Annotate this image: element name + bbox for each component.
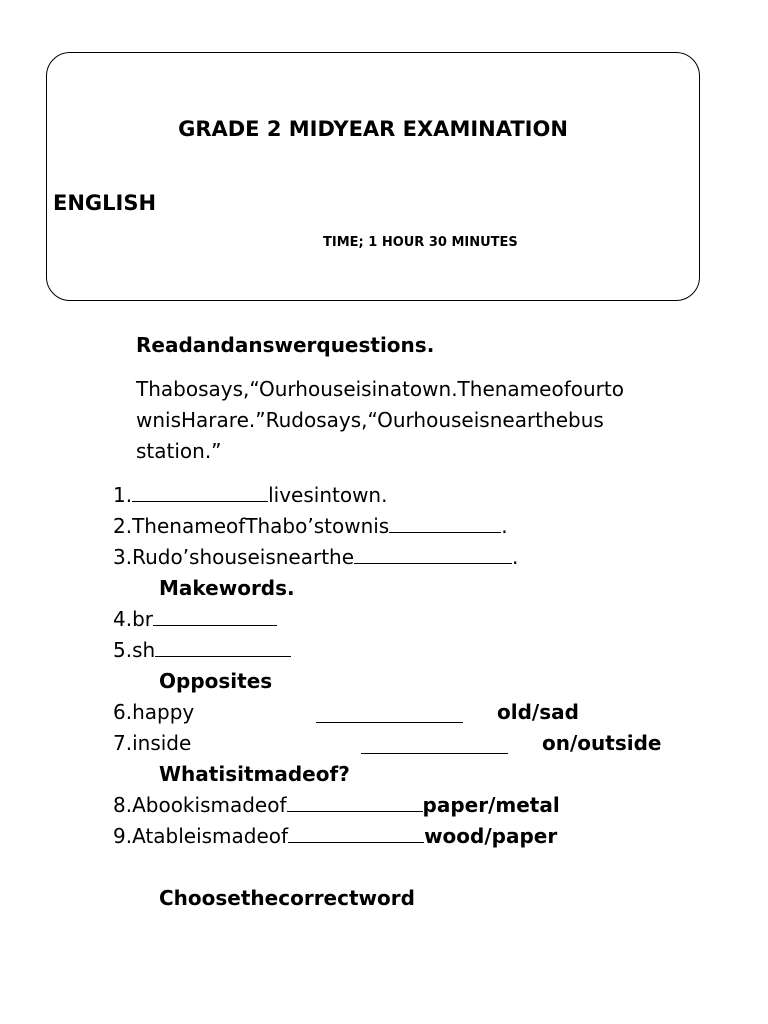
answer-blank-2[interactable] <box>389 511 501 533</box>
answer-blank-5[interactable] <box>155 635 291 657</box>
passage-line: Thabosays,“Ourhouseisinatown.Thenameofourto <box>136 377 624 401</box>
question-7 <box>113 728 191 759</box>
question-3 <box>113 542 518 573</box>
subject-label: ENGLISH <box>53 191 157 215</box>
question-4-text: 4.br <box>113 607 153 631</box>
section-instruction: Readandanswerquestions. <box>136 333 435 357</box>
question-7-options: on/outside <box>542 731 662 755</box>
question-1 <box>113 480 387 511</box>
question-2 <box>113 511 508 542</box>
question-5-text: 5.sh <box>113 638 156 662</box>
question-1-number: 1. <box>113 483 133 507</box>
answer-blank-7[interactable] <box>361 753 508 754</box>
exam-header-box <box>46 52 700 301</box>
answer-blank-4[interactable] <box>153 604 277 626</box>
question-2-end: . <box>501 514 508 538</box>
question-8-text: 8.Abookismadeof <box>113 793 287 817</box>
question-9-text: 9.Atableismadeof <box>113 824 289 848</box>
time-allowed: TIME; 1 HOUR 30 MINUTES <box>323 235 518 250</box>
section-heading-choose-word: Choosethecorrectword <box>159 886 415 910</box>
answer-blank-9[interactable] <box>288 821 424 843</box>
answer-blank-6[interactable] <box>316 722 463 723</box>
question-3-end: . <box>512 545 519 569</box>
question-9 <box>113 821 557 852</box>
question-6-text: 6.happy <box>113 700 195 724</box>
question-7-text: 7.inside <box>113 731 192 755</box>
question-2-text: 2.ThenameofThabo’stownis <box>113 514 390 538</box>
answer-blank-3[interactable] <box>354 542 512 564</box>
question-5 <box>113 635 291 666</box>
question-3-text: 3.Rudo’shouseisnearthe <box>113 545 355 569</box>
question-6-options: old/sad <box>497 700 579 724</box>
passage-line: station.” <box>136 439 222 463</box>
question-9-options: wood/paper <box>424 824 558 848</box>
passage-line: wnisHarare.”Rudosays,“Ourhouseisnearthebus <box>136 408 604 432</box>
question-1-text: livesintown. <box>268 483 388 507</box>
answer-blank-1[interactable] <box>132 480 268 502</box>
answer-blank-8[interactable] <box>287 790 423 812</box>
question-6 <box>113 697 194 728</box>
section-heading-make-words: Makewords. <box>159 576 295 600</box>
exam-title: GRADE 2 MIDYEAR EXAMINATION <box>178 117 568 141</box>
section-heading-opposites: Opposites <box>159 669 273 693</box>
question-8-options: paper/metal <box>422 793 560 817</box>
section-heading-made-of: Whatisitmadeof? <box>159 762 350 786</box>
question-4 <box>113 604 277 635</box>
reading-passage <box>136 374 696 467</box>
question-8 <box>113 790 560 821</box>
